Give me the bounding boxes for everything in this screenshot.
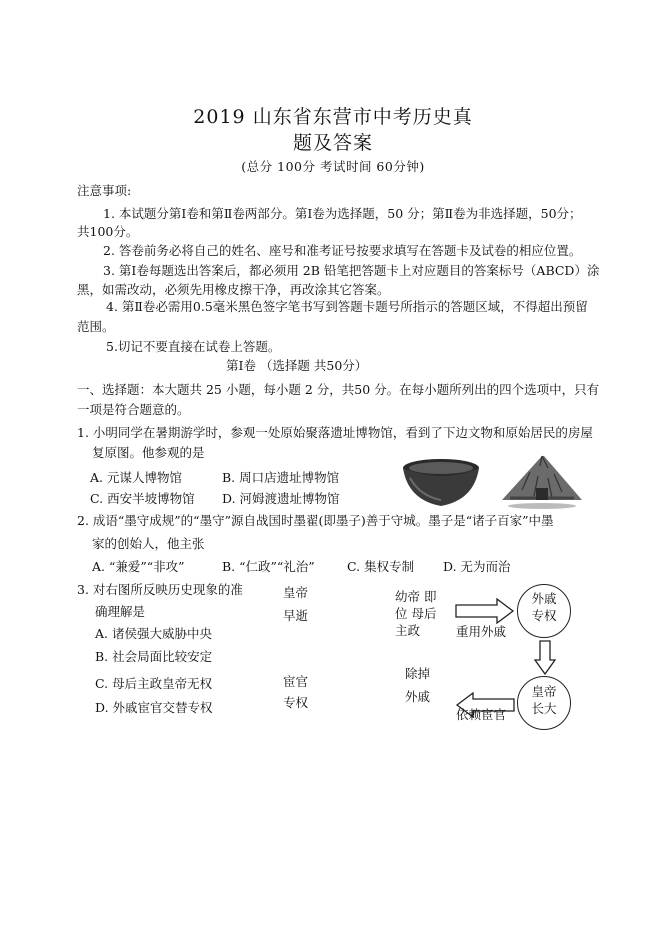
section-intro-cont: 一项是符合题意的。 — [77, 402, 190, 417]
document-title-line1: 2019 山东省东营市中考历史真 — [193, 106, 473, 128]
score-time-subtitle: (总分 100分 考试时间 60分钟) — [241, 159, 425, 174]
notice-item-4-cont: 范围。 — [77, 319, 115, 334]
pottery-bowl-image — [400, 456, 482, 512]
q2-option-a: A. “兼爱”“非攻” — [92, 559, 185, 574]
q2-option-b: B. “仁政”“礼治” — [222, 559, 315, 574]
diagram-eunuch-power: 宦官 专权 — [283, 674, 309, 710]
down-arrow-icon — [534, 640, 556, 676]
section-intro: 一、选择题：本大题共 25 小题，每小题 2 分，共50 分。在每小题所列出的四个选项中，只有 — [77, 382, 600, 397]
notice-item-3: 3. 第Ⅰ卷每题选出答案后，都必须用 2B 铅笔把答题卡上对应题目的答案标号（ABCD）涂 — [103, 263, 600, 278]
diagram-relatives-power: 外戚 专权 — [531, 591, 557, 623]
document-title-line2: 题及答案 — [292, 132, 373, 154]
thatched-hut-image — [500, 452, 584, 512]
notice-item-5: 5.切记不要直接在试卷上答题。 — [106, 339, 281, 354]
q3-option-a: A. 诸侯强大威胁中央 — [95, 626, 212, 641]
notice-item-1-cont: 共100分。 — [77, 224, 139, 239]
part1-heading: 第Ⅰ卷 （选择题 共50分） — [226, 358, 368, 373]
diagram-child-emperor: 幼帝 即 位 母后 主政 — [395, 589, 437, 638]
diagram-emperor-grown: 皇帝 长大 — [531, 684, 557, 716]
q3-option-c: C. 母后主政皇帝无权 — [95, 676, 213, 691]
notice-item-4: 4. 第Ⅱ卷必需用0.5毫米黑色签字笔书写到答题卡题号所指示的答题区域，不得超出预留 — [106, 299, 588, 314]
q1-option-d: D. 河姆渡遗址博物馆 — [222, 491, 340, 506]
q1-option-b: B. 周口店遗址博物馆 — [222, 470, 340, 485]
q1-stem: 1. 小明同学在暑期游学时，参观一处原始聚落遗址博物馆，看到了下边文物和原始居民的房屋 — [77, 425, 593, 440]
q1-option-c: C. 西安半坡博物馆 — [90, 491, 195, 506]
q1-stem-cont: 复原图。他参观的是 — [92, 445, 205, 460]
diagram-emperor-early-death: 皇帝 早逝 — [283, 585, 309, 623]
diagram-rely-eunuchs: 依赖宦官 — [456, 707, 507, 722]
q1-option-a: A. 元谋人博物馆 — [90, 470, 182, 485]
notice-item-3-cont: 黑，如需改动，必须先用橡皮擦干净，再改涂其它答案。 — [77, 282, 390, 297]
q2-option-c: C. 集权专制 — [347, 559, 415, 574]
q2-stem-cont: 家的创始人，他主张 — [92, 536, 205, 551]
diagram-remove-relatives: 除掉 外戚 — [405, 666, 431, 704]
notice-heading: 注意事项: — [77, 183, 132, 198]
diagram-use-relatives: 重用外戚 — [456, 624, 507, 639]
q3-stem-cont: 确理解是 — [95, 604, 146, 619]
q2-stem: 2. 成语“墨守成规”的“墨守”源自战国时墨翟(即墨子)善于守城。墨子是“诸子百家”中墨 — [77, 513, 554, 528]
q3-option-d: D. 外戚宦官交替专权 — [95, 700, 213, 715]
notice-item-1: 1. 本试题分第Ⅰ卷和第Ⅱ卷两部分。第Ⅰ卷为选择题，50 分；第Ⅱ卷为非选择题，50分； — [103, 206, 582, 221]
notice-item-2: 2. 答卷前务必将自己的姓名、座号和准考证号按要求填写在答题卡及试卷的相应位置。 — [103, 243, 582, 258]
right-arrow-icon — [455, 598, 515, 624]
q2-option-d: D. 无为而治 — [443, 559, 511, 574]
q3-stem: 3. 对右图所反映历史现象的准 — [77, 582, 243, 597]
q3-option-b: B. 社会局面比较安定 — [95, 649, 213, 664]
